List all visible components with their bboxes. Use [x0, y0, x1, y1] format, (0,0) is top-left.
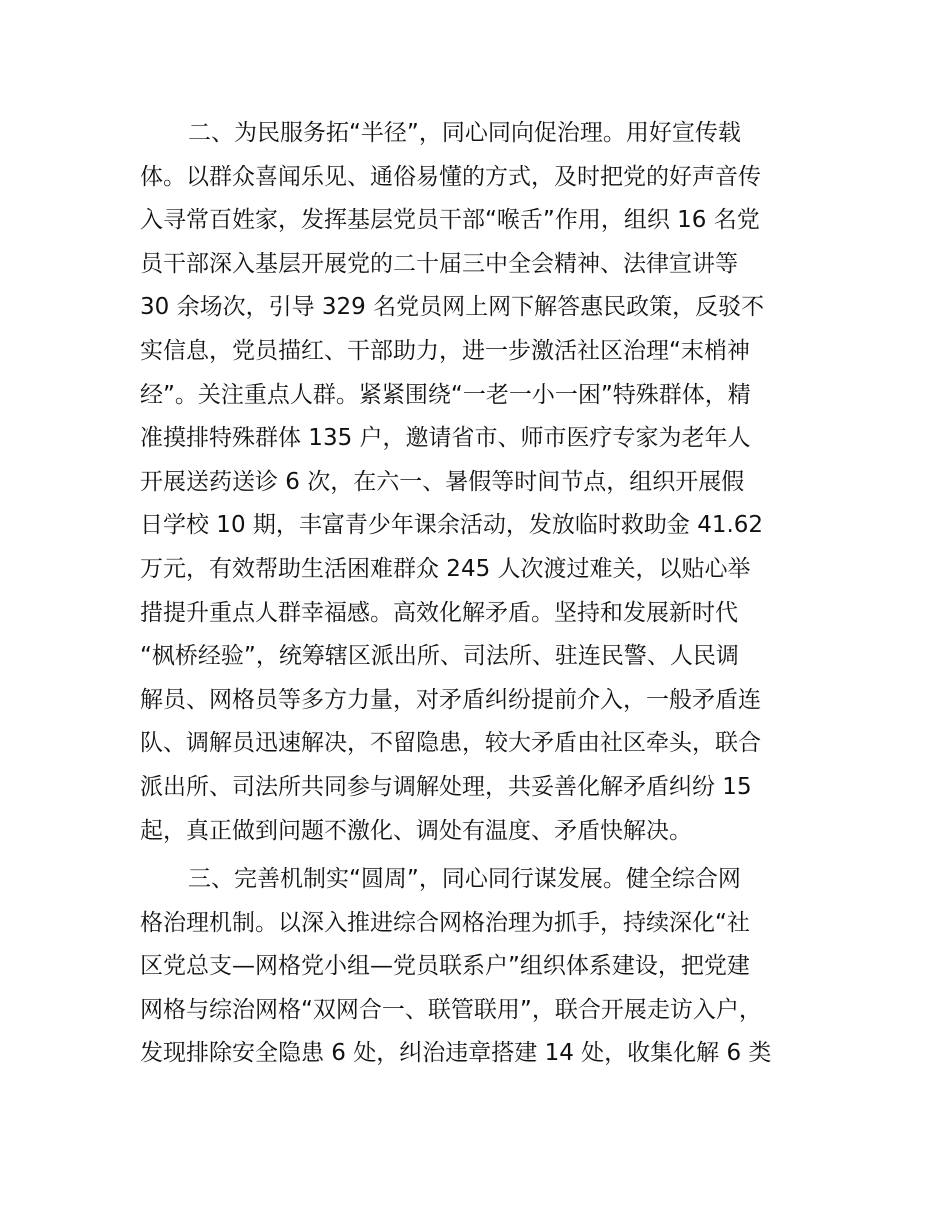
paragraph-line: 队、调解员迅速解决，不留隐患，较大矛盾由社区牵头，联合: [140, 730, 761, 757]
paragraph-line: 二、为民服务拓“半径”，同心同向促治理。用好宣传载: [188, 120, 741, 146]
paragraph-line: 日学校 10 期，丰富青少年课余活动，发放临时救助金 41.62: [140, 512, 764, 539]
paragraph-line: 格治理机制。以深入推进综合网格治理为抓手，持续深化“社: [140, 909, 750, 936]
paragraph-line: 员干部深入基层开展党的二十届三中全会精神、法律宣讲等: [140, 250, 738, 277]
paragraph-service-radius: [140, 112, 820, 853]
paragraph-line: 准摸排特殊群体 135 户，邀请省市、师市医疗专家为老年人: [140, 425, 751, 452]
paragraph-line: “枫桥经验”，统筹辖区派出所、司法所、驻连民警、人民调: [140, 643, 739, 670]
paragraph-line: 发现排除安全隐患 6 处，纠治违章搭建 14 处，收集化解 6 类: [140, 1040, 772, 1067]
paragraph-mechanism-circle: [140, 858, 820, 1076]
paragraph-line: 起，真正做到问题不激化、调处有温度、矛盾快解决。: [140, 817, 692, 844]
paragraph-line: 解员、网格员等多方力量，对矛盾纠纷提前介入，一般矛盾连: [140, 686, 761, 713]
paragraph-line: 派出所、司法所共同参与调解处理，共妥善化解矛盾纠纷 15: [140, 773, 752, 800]
paragraph-line: 经”。关注重点人群。紧紧围绕“一老一小一困”特殊群体，精: [140, 381, 751, 408]
paragraph-line: 三、完善机制实“圆周”，同心同行谋发展。健全综合网: [188, 866, 741, 893]
document-body: [140, 112, 820, 1076]
paragraph-line: 入寻常百姓家，发挥基层党员干部“喉舌”作用，组织 16 名党: [140, 207, 760, 234]
paragraph-line: 区党总支—网格党小组—党员联系户”组织体系建设，把党建: [140, 953, 750, 980]
paragraph-line: 网格与综治网格“双网合一、联管联用”，联合开展走访入户，: [140, 996, 762, 1023]
paragraph-line: 实信息，党员描红、干部助力，进一步激活社区治理“末梢神: [140, 337, 750, 364]
paragraph-line: 开展送药送诊 6 次，在六一、暑假等时间节点，组织开展假: [140, 468, 745, 495]
paragraph-line: 30 余场次，引导 329 名党员网上网下解答惠民政策，反驳不: [140, 294, 765, 321]
paragraph-line: 措提升重点人群幸福感。高效化解矛盾。坚持和发展新时代: [140, 599, 738, 626]
paragraph-line: 体。以群众喜闻乐见、通俗易懂的方式，及时把党的好声音传: [140, 163, 761, 190]
paragraph-line: 万元，有效帮助生活困难群众 245 人次渡过难关，以贴心举: [140, 555, 751, 582]
